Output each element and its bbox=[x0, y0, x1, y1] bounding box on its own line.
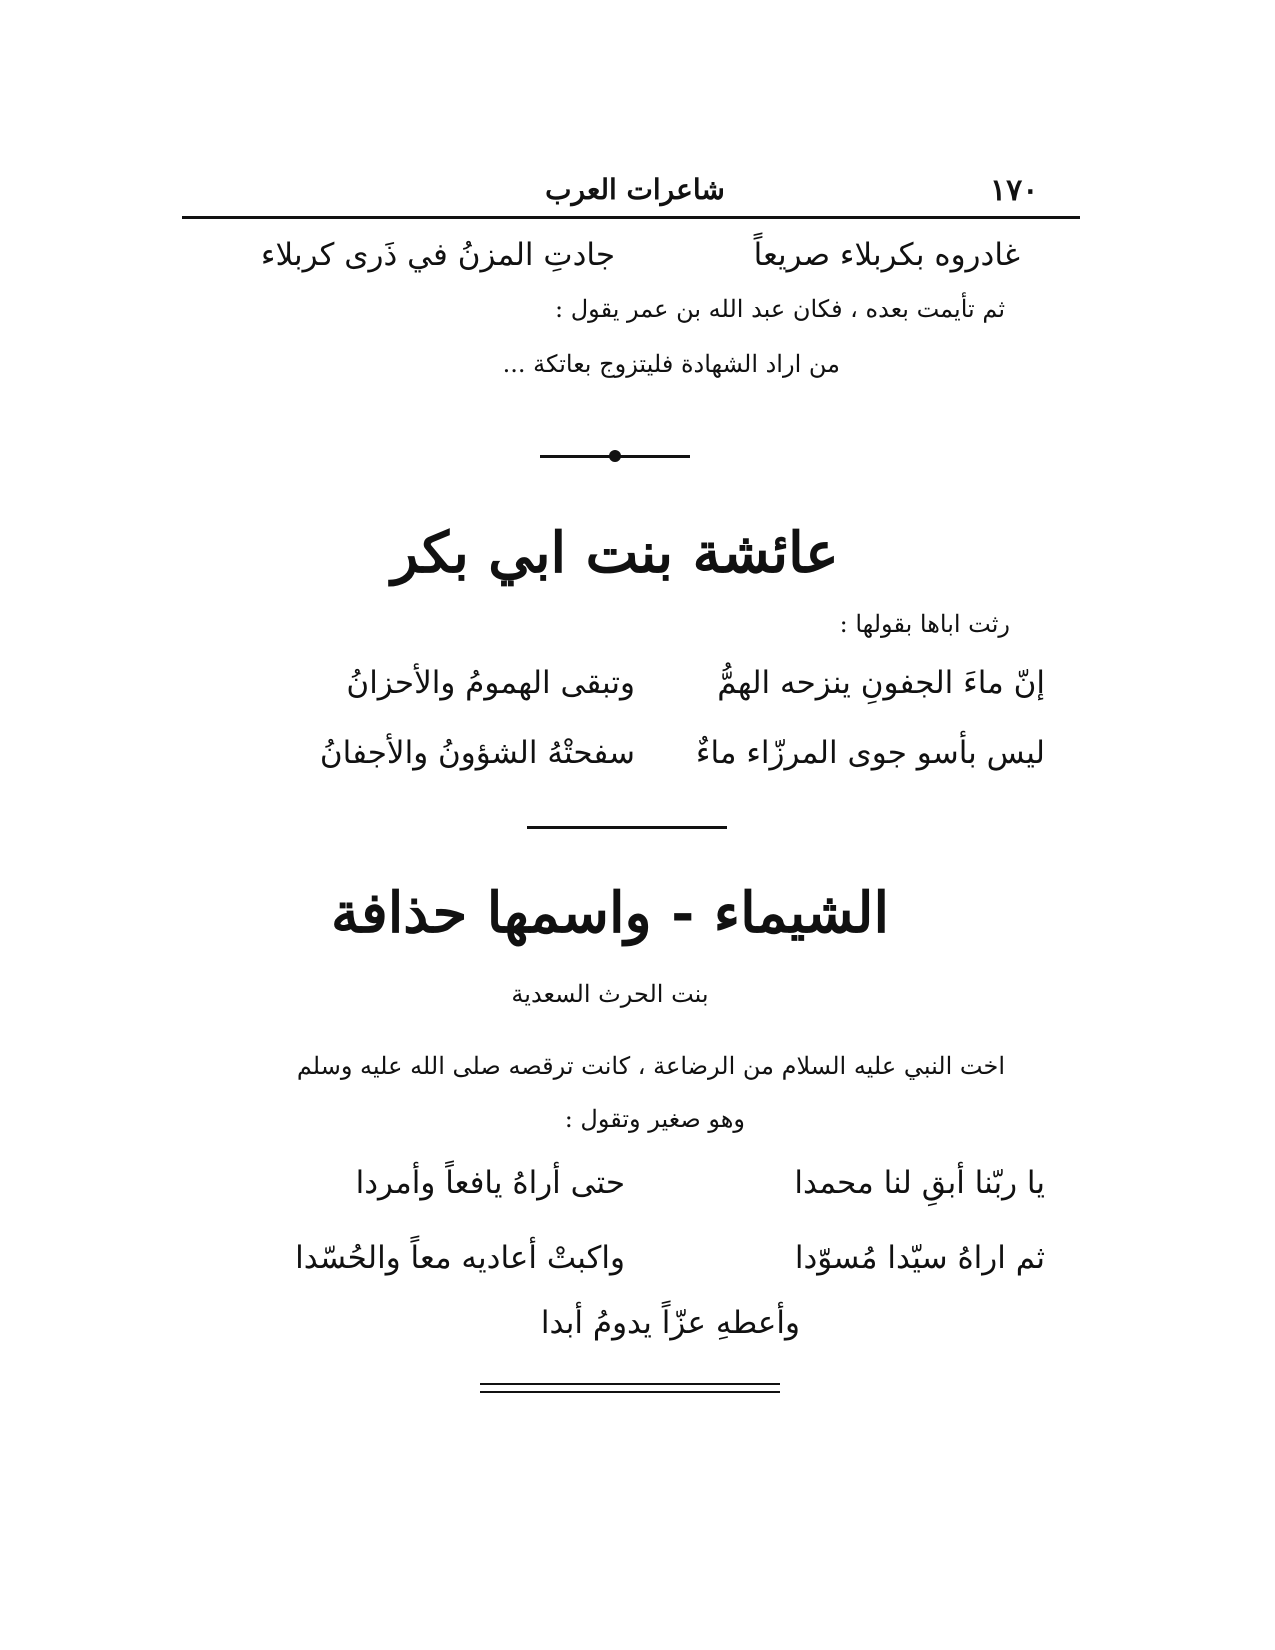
section-intro: وهو صغير وتقول : bbox=[564, 1105, 745, 1133]
running-title: شاعرات العرب bbox=[545, 173, 725, 206]
header-rule bbox=[182, 216, 1080, 219]
section-intro: رثت اباها بقولها : bbox=[839, 610, 1010, 638]
verse-second-hemistich: سفحتْهُ الشؤونُ والأجفانُ bbox=[319, 735, 635, 771]
section-title: الشيماء - واسمها حذافة bbox=[330, 880, 890, 946]
divider-ornament-dot bbox=[609, 450, 621, 462]
page-number: ١٧٠ bbox=[990, 173, 1039, 208]
prose-line: ثم تأيمت بعده ، فكان عبد الله بن عمر يقول : bbox=[555, 295, 1005, 323]
section-intro: اخت النبي عليه السلام من الرضاعة ، كانت ترقصه صلى الله عليه وسلم bbox=[296, 1052, 1005, 1080]
verse-second-hemistich: واكبتْ أعاديه معاً والحُسّدا bbox=[295, 1240, 625, 1276]
verse-first-hemistich: غادروه بكربلاء صريعاً bbox=[753, 237, 1020, 273]
verse-second-hemistich: وتبقى الهمومُ والأحزانُ bbox=[346, 665, 635, 701]
section-divider bbox=[527, 826, 727, 829]
verse-first-hemistich: يا ربّنا أبقِ لنا محمدا bbox=[794, 1165, 1045, 1201]
verse-closing-line: وأعطهِ عزّاً يدومُ أبدا bbox=[540, 1305, 800, 1341]
section-subtitle: بنت الحرث السعدية bbox=[511, 980, 709, 1008]
verse-second-hemistich: جادتِ المزنُ في ذَرى كربلاء bbox=[260, 237, 615, 273]
prose-line: من اراد الشهادة فليتزوج بعاتكة ... bbox=[502, 350, 840, 378]
section-title: عائشة بنت ابي بكر bbox=[391, 520, 839, 586]
verse-second-hemistich: حتى أراهُ يافعاً وأمردا bbox=[355, 1165, 625, 1201]
verse-first-hemistich: إنّ ماءَ الجفونِ ينزحه الهمُّ bbox=[717, 665, 1045, 701]
end-rule-bottom bbox=[480, 1391, 780, 1393]
verse-first-hemistich: ثم اراهُ سيّدا مُسوّدا bbox=[794, 1240, 1045, 1276]
end-rule-top bbox=[480, 1383, 780, 1385]
verse-first-hemistich: ليس بأسو جوى المرزّاء ماءٌ bbox=[695, 735, 1045, 771]
